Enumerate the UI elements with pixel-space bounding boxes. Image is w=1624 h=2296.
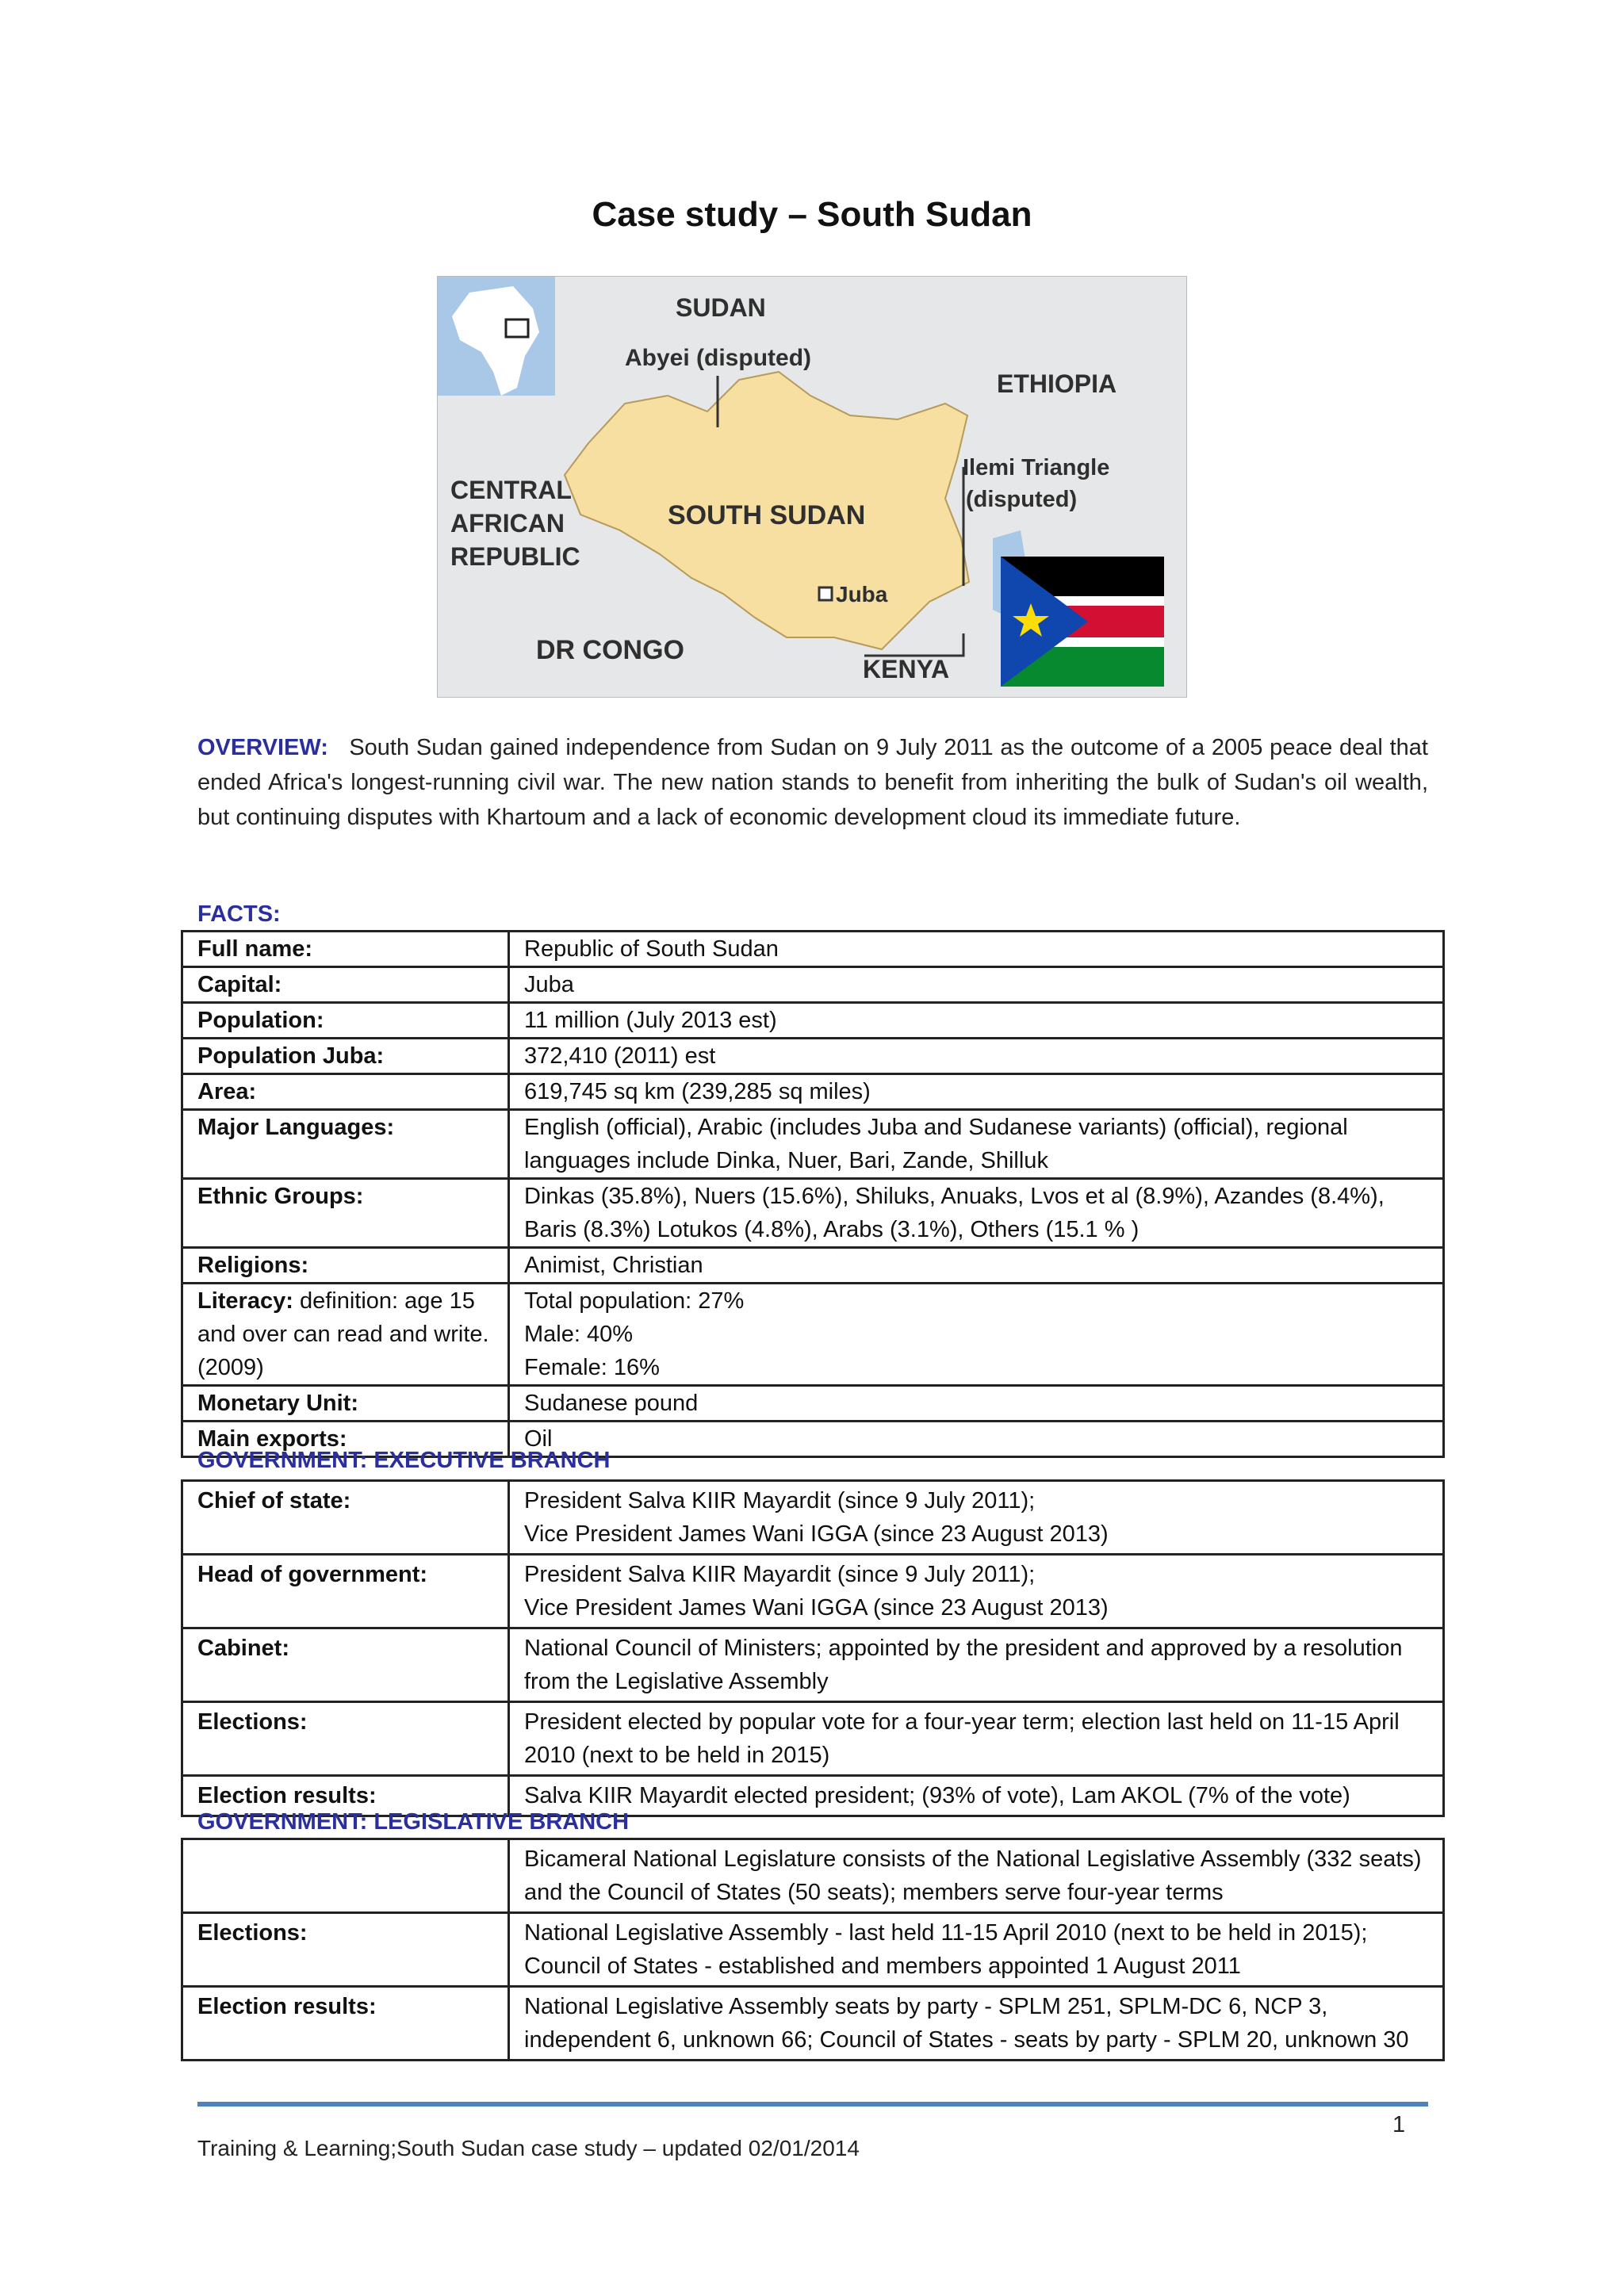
label-juba: Juba (836, 582, 888, 607)
fact-key: Population Juba: (182, 1039, 509, 1074)
table-row (182, 1481, 1444, 1555)
fact-value: 11 million (July 2013 est) (509, 1003, 1444, 1039)
label-car-1: CENTRAL (450, 476, 572, 504)
table-row (182, 1555, 1444, 1628)
literacy-definition: definition: age 15 and over can read and write. (2009) (197, 1288, 489, 1380)
facts-heading: FACTS: (197, 901, 281, 927)
fact-value: Dinkas (35.8%), Nuers (15.6%), Shiluks, Anuaks, Lvos et al (8.9%), Azandes (8.4%), Baris (8.3%) Lotukos (4.8%), Arabs (3.1%), Others (15.1 % ) (509, 1179, 1444, 1248)
table-row (182, 1110, 1444, 1179)
fact-key: Ethnic Groups: (182, 1179, 509, 1248)
exec-key: Cabinet: (182, 1628, 509, 1702)
label-ilemi-1: Ilemi Triangle (963, 455, 1110, 480)
exec-value: President elected by popular vote for a four-year term; election last held on 11-15 April 2010 (next to be held in 2015) (509, 1702, 1444, 1776)
exec-key: Election results: (182, 1776, 509, 1816)
table-row (182, 1248, 1444, 1284)
overview-label: OVERVIEW: (197, 735, 328, 760)
table-row (182, 1074, 1444, 1110)
table-row (182, 1839, 1444, 1913)
label-abyei: Abyei (disputed) (625, 345, 812, 371)
table-row (182, 967, 1444, 1003)
label-ethiopia: ETHIOPIA (997, 369, 1117, 398)
leg-key: Elections: (182, 1913, 509, 1987)
fact-key: Full name: (182, 932, 509, 967)
exec-value-line: President Salva KIIR Mayardit (since 9 July 2011); (524, 1562, 1036, 1587)
legislative-heading: GOVERNMENT: LEGISLATIVE BRANCH (197, 1809, 630, 1835)
exec-value: Salva KIIR Mayardit elected president; (93% of vote), Lam AKOL (7% of the vote) (509, 1776, 1444, 1816)
leg-value: National Legislative Assembly seats by party - SPLM 251, SPLM-DC 6, NCP 3, independent 6, unknown 66; Council of States - seats by party - SPLM 20, unknown 30 (509, 1987, 1444, 2061)
fact-value: Animist, Christian (509, 1248, 1444, 1284)
table-row (182, 1179, 1444, 1248)
exec-key: Chief of state: (182, 1481, 509, 1555)
exec-value (509, 1555, 1444, 1628)
table-row (182, 1003, 1444, 1039)
literacy-key: Literacy: (197, 1288, 293, 1314)
table-row (182, 1284, 1444, 1386)
leg-key: Election results: (182, 1987, 509, 2061)
exec-value-line: President Salva KIIR Mayardit (since 9 July 2011); (524, 1488, 1036, 1513)
literacy-female: Female: 16% (524, 1355, 660, 1380)
fact-value: English (official), Arabic (includes Juba and Sudanese variants) (official), regional languages include Dinka, Nuer, Bari, Zande, Shilluk (509, 1110, 1444, 1179)
legislative-table (181, 1838, 1445, 2061)
label-sudan: SUDAN (676, 293, 766, 322)
table-row (182, 1913, 1444, 1987)
fact-key: Capital: (182, 967, 509, 1003)
literacy-total: Total population: 27% (524, 1288, 745, 1314)
overview-paragraph (197, 730, 1428, 835)
south-sudan-flag (1001, 557, 1164, 687)
fact-key: Monetary Unit: (182, 1386, 509, 1422)
exec-value-line: Vice President James Wani IGGA (since 23 August 2013) (524, 1595, 1109, 1621)
footer-rule (197, 2102, 1428, 2107)
fact-value: Republic of South Sudan (509, 932, 1444, 967)
executive-heading: GOVERNMENT: EXECUTIVE BRANCH (197, 1448, 611, 1473)
label-south-sudan: SOUTH SUDAN (668, 500, 866, 530)
facts-table (181, 930, 1445, 1458)
overview-text: South Sudan gained independence from Sudan on 9 July 2011 as the outcome of a 2005 peace deal that ended Africa's longest-running civil war. The new nation stands to benefit from inheriting the bulk of Sudan's oil wealth, but continuing disputes with Khartoum and a lack of economic development cloud its immediate future. (197, 735, 1428, 830)
label-kenya: KENYA (863, 655, 950, 683)
footer-text: Training & Learning;South Sudan case study – updated 02/01/2014 (197, 2136, 860, 2160)
exec-value-line: Vice President James Wani IGGA (since 23 August 2013) (524, 1521, 1109, 1547)
fact-value: Juba (509, 967, 1444, 1003)
label-dr-congo: DR CONGO (536, 635, 684, 665)
leg-value: Bicameral National Legislature consists of the National Legislative Assembly (332 seats) and the Council of States (50 seats); members serve four-year terms (509, 1839, 1444, 1913)
fact-key: Main exports: (182, 1422, 509, 1457)
page-number: 1 (1392, 2112, 1406, 2137)
fact-value-literacy (509, 1284, 1444, 1386)
exec-key: Head of government: (182, 1555, 509, 1628)
label-car-2: AFRICAN (450, 509, 565, 538)
label-ilemi-2: (disputed) (966, 487, 1078, 512)
literacy-male: Male: 40% (524, 1322, 634, 1347)
table-row (182, 1039, 1444, 1074)
fact-key-literacy (182, 1284, 509, 1386)
juba-marker (819, 587, 832, 600)
fact-value: 619,745 sq km (239,285 sq miles) (509, 1074, 1444, 1110)
fact-key: Population: (182, 1003, 509, 1039)
fact-value: Sudanese pound (509, 1386, 1444, 1422)
table-row (182, 1702, 1444, 1776)
leg-value: National Legislative Assembly - last held 11-15 April 2010 (next to be held in 2015); Council of States - established and members appointed 1 August 2011 (509, 1913, 1444, 1987)
fact-key: Religions: (182, 1248, 509, 1284)
label-car-3: REPUBLIC (450, 542, 580, 571)
page-title: Case study – South Sudan (592, 195, 1032, 234)
executive-table (181, 1479, 1445, 1817)
table-row (182, 932, 1444, 967)
table-row (182, 1386, 1444, 1422)
fact-key: Major Languages: (182, 1110, 509, 1179)
fact-value: 372,410 (2011) est (509, 1039, 1444, 1074)
south-sudan-map (437, 276, 1187, 698)
fact-value: Oil (509, 1422, 1444, 1457)
exec-key: Elections: (182, 1702, 509, 1776)
table-row (182, 1987, 1444, 2061)
fact-key: Area: (182, 1074, 509, 1110)
table-row (182, 1628, 1444, 1702)
exec-value: National Council of Ministers; appointed by the president and approved by a resolution from the Legislative Assembly (509, 1628, 1444, 1702)
exec-value (509, 1481, 1444, 1555)
leg-key-empty (182, 1839, 509, 1913)
